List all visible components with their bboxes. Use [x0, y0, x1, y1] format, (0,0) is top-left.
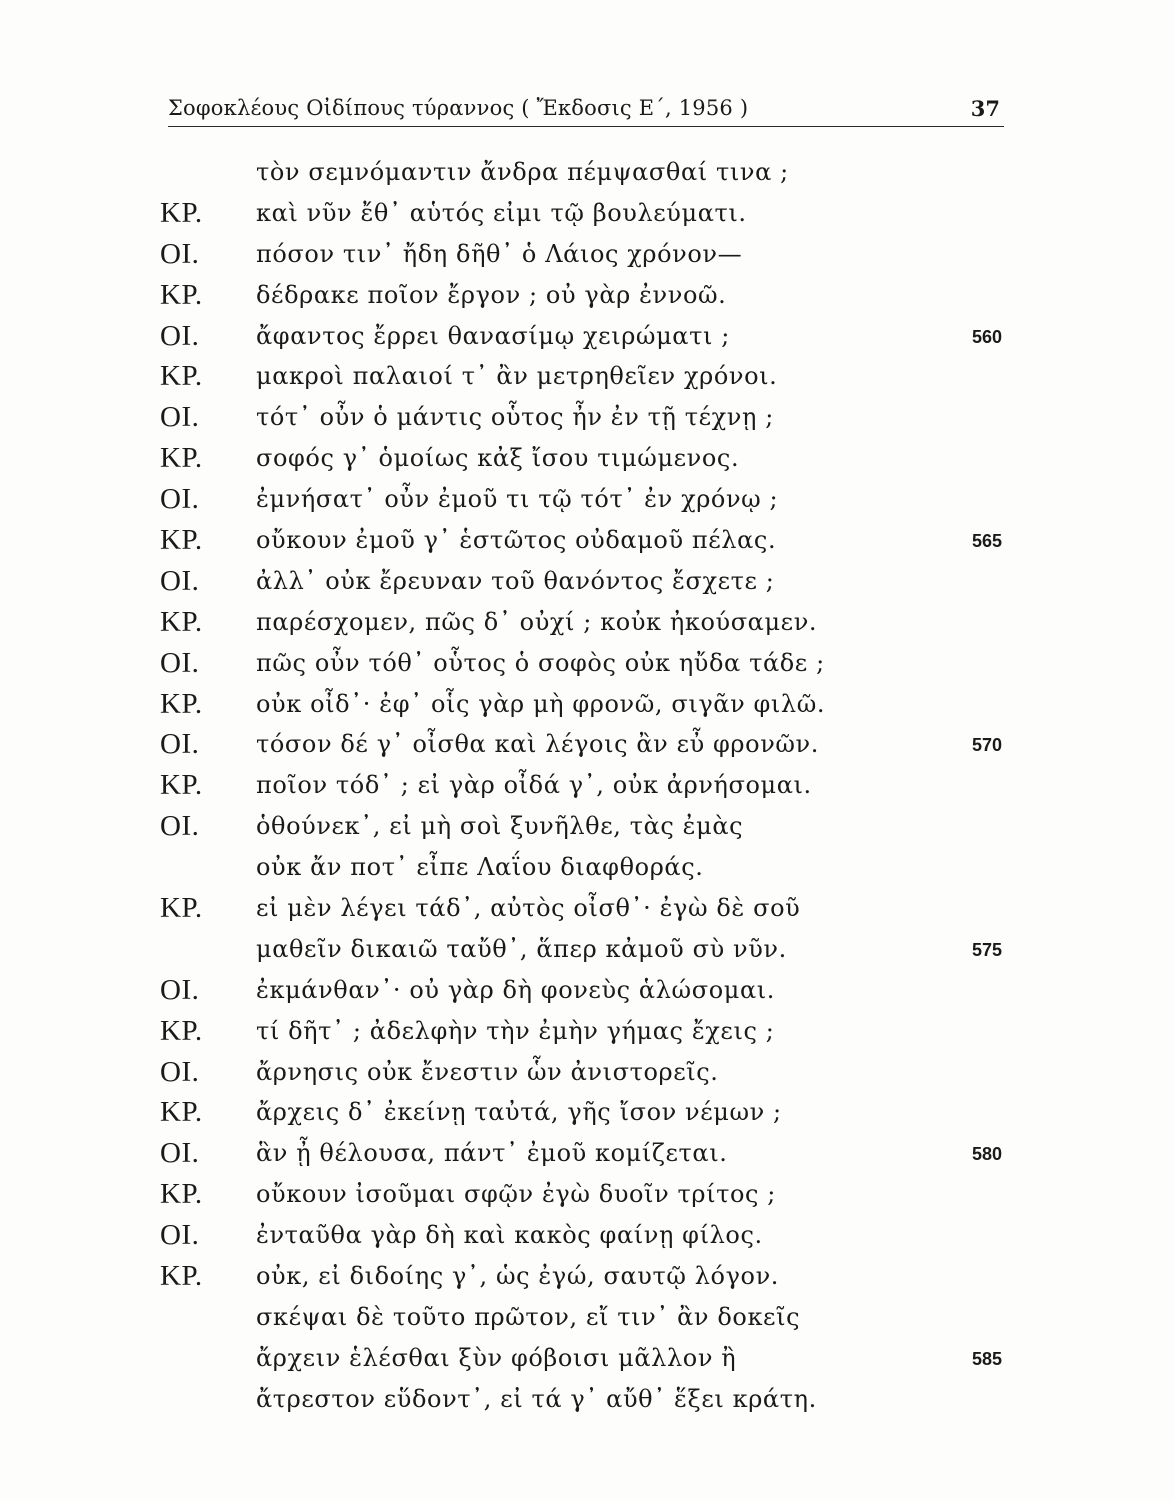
verse-line [160, 1297, 1010, 1338]
page-number: 37 [970, 96, 1000, 121]
line-number: 580 [971, 1144, 1002, 1165]
verse-line [160, 1379, 1010, 1420]
speaker-label: ΟΙ. [160, 810, 200, 843]
verse-line [160, 806, 1010, 847]
verse-text: ἄτρεστον εὕδοντ᾽, εἰ τά γ᾽ αὔθ᾽ ἕξει κράτη. [256, 1384, 817, 1413]
speaker-label: ΟΙ. [160, 564, 200, 597]
speaker-label: ΟΙ. [160, 973, 200, 1006]
verse-line [160, 1092, 1010, 1133]
verse-text: εἰ μὲν λέγει τάδ᾽, αὐτὸς οἶσθ᾽· ἐγὼ δὲ σοῦ [256, 894, 801, 923]
verse-line [160, 684, 1010, 725]
verse-text: ἄρνησις οὐκ ἔνεστιν ὧν ἀνιστορεῖς. [256, 1057, 719, 1086]
verse-line [160, 316, 1010, 357]
speaker-label: ΚΡ. [160, 769, 203, 802]
running-title: Σοφοκλέους Οἰδίπους τύραννος ( Ἔκδοσις Ε΄, 1956 ) [168, 96, 749, 120]
verse-text: δέδρακε ποῖον ἔργον ; οὐ γὰρ ἐννοῶ. [256, 280, 727, 309]
verse-text: τόσον δέ γ᾽ οἶσθα καὶ λέγοις ἂν εὖ φρονῶν. [256, 730, 819, 759]
verse-line [160, 1215, 1010, 1256]
verse-text: ἀλλ᾽ οὐκ ἔρευναν τοῦ θανόντος ἔσχετε ; [256, 566, 775, 595]
speaker-label: ΟΙ. [160, 646, 200, 679]
verse-line [160, 929, 1010, 970]
verse-text: ὁθούνεκ᾽, εἰ μὴ σοὶ ξυνῆλθε, τὰς ἐμὰς [256, 812, 744, 841]
verse-text: καὶ νῦν ἔθ᾽ αὑτός εἰμι τῷ βουλεύματι. [256, 198, 747, 227]
verse-line [160, 1338, 1010, 1379]
verse-text: ἐκμάνθαν᾽· οὐ γὰρ δὴ φονεὺς ἁλώσομαι. [256, 975, 775, 1004]
verse-text: πῶς οὖν τόθ᾽ οὗτος ὁ σοφὸς οὐκ ηὔδα τάδε ; [256, 648, 825, 677]
speaker-label: ΟΙ. [160, 237, 200, 270]
verse-block [160, 152, 1010, 1420]
verse-text: μακροὶ παλαιοί τ᾽ ἂν μετρηθεῖεν χρόνοι. [256, 362, 778, 391]
speaker-label: ΟΙ. [160, 1137, 200, 1170]
verse-text: τὸν σεμνόμαντιν ἄνδρα πέμψασθαί τινα ; [256, 158, 789, 186]
verse-line [160, 479, 1010, 520]
speaker-label: ΚΡ. [160, 278, 203, 311]
speaker-label: ΟΙ. [160, 1055, 200, 1088]
line-number: 575 [971, 939, 1002, 960]
verse-text: οὐκ, εἰ διδοίης γ᾽, ὡς ἐγώ, σαυτῷ λόγον. [256, 1262, 780, 1291]
speaker-label: ΚΡ. [160, 360, 203, 393]
verse-text: σκέψαι δὲ τοῦτο πρῶτον, εἴ τιν᾽ ἂν δοκεῖς [256, 1302, 801, 1331]
verse-line [160, 1256, 1010, 1297]
verse-line [160, 765, 1010, 806]
verse-text: οὔκουν ἐμοῦ γ᾽ ἑστῶτος οὐδαμοῦ πέλας. [256, 526, 777, 555]
verse-line [160, 356, 1010, 397]
verse-line [160, 234, 1010, 275]
line-number: 565 [971, 531, 1002, 552]
verse-line [160, 520, 1010, 561]
verse-line [160, 438, 1010, 479]
verse-text: σοφός γ᾽ ὁμοίως κἀξ ἴσου τιμώμενος. [256, 444, 740, 473]
verse-text: ποῖον τόδ᾽ ; εἰ γὰρ οἶδά γ᾽, οὐκ ἀρνήσομαι. [256, 771, 812, 800]
verse-text: ἄρχειν ἑλέσθαι ξὺν φόβοισι μᾶλλον ἢ [256, 1343, 737, 1372]
speaker-label: ΚΡ. [160, 1096, 203, 1129]
verse-line [160, 1174, 1010, 1215]
verse-line [160, 152, 1010, 193]
line-number: 570 [971, 735, 1002, 756]
verse-line [160, 643, 1010, 684]
verse-text: τί δῆτ᾽ ; ἀδελφὴν τὴν ἐμὴν γήμας ἔχεις ; [256, 1016, 775, 1045]
verse-text: μαθεῖν δικαιῶ ταὔθ᾽, ἅπερ κἀμοῦ σὺ νῦν. [256, 934, 787, 963]
verse-text: οὐκ οἶδ᾽· ἐφ᾽ οἷς γὰρ μὴ φρονῶ, σιγᾶν φιλῶ. [256, 689, 826, 718]
speaker-label: ΚΡ. [160, 1014, 203, 1047]
verse-text: τότ᾽ οὖν ὁ μάντις οὗτος ἦν ἐν τῇ τέχνῃ ; [256, 403, 774, 432]
verse-line [160, 970, 1010, 1011]
verse-line [160, 847, 1010, 888]
verse-text: οὔκουν ἰσοῦμαι σφῷν ἐγὼ δυοῖν τρίτος ; [256, 1180, 776, 1209]
verse-line [160, 724, 1010, 765]
verse-text: πόσον τιν᾽ ἤδη δῆθ᾽ ὁ Λάιος χρόνον— [256, 239, 743, 268]
verse-line [160, 602, 1010, 643]
speaker-label: ΟΙ. [160, 728, 200, 761]
speaker-label: ΚΡ. [160, 605, 203, 638]
line-number: 585 [971, 1348, 1002, 1369]
speaker-label: ΟΙ. [160, 401, 200, 434]
running-header [168, 92, 1004, 127]
speaker-label: ΚΡ. [160, 687, 203, 720]
speaker-label: ΚΡ. [160, 442, 203, 475]
speaker-label: ΟΙ. [160, 1219, 200, 1252]
verse-line [160, 275, 1010, 316]
verse-text: ἄρχεις δ᾽ ἐκείνῃ ταὐτά, γῆς ἴσον νέμων ; [256, 1098, 782, 1127]
line-number: 560 [971, 326, 1002, 347]
verse-text: ἄφαντος ἔρρει θανασίμῳ χειρώματι ; [256, 321, 730, 350]
speaker-label: ΚΡ. [160, 1260, 203, 1293]
verse-line [160, 397, 1010, 438]
verse-text: παρέσχομεν, πῶς δ᾽ οὐχί ; κοὐκ ἠκούσαμεν. [256, 607, 818, 636]
verse-text: ἐνταῦθα γὰρ δὴ καὶ κακὸς φαίνῃ φίλος. [256, 1221, 763, 1250]
verse-line [160, 193, 1010, 234]
verse-line [160, 1133, 1010, 1174]
speaker-label: ΚΡ. [160, 1178, 203, 1211]
verse-text: ἐμνήσατ᾽ οὖν ἐμοῦ τι τῷ τότ᾽ ἐν χρόνῳ ; [256, 485, 779, 514]
verse-line [160, 561, 1010, 602]
speaker-label: ΚΡ. [160, 892, 203, 925]
speaker-label: ΚΡ. [160, 524, 203, 557]
verse-text: ἃν ᾖ θέλουσα, πάντ᾽ ἐμοῦ κομίζεται. [256, 1139, 728, 1168]
verse-line [160, 1011, 1010, 1052]
speaker-label: ΟΙ. [160, 483, 200, 516]
verse-line [160, 888, 1010, 929]
verse-line [160, 1052, 1010, 1093]
speaker-label: ΟΙ. [160, 319, 200, 352]
verse-text: οὐκ ἄν ποτ᾽ εἶπε Λαΐου διαφθοράς. [256, 853, 704, 882]
speaker-label: ΚΡ. [160, 196, 203, 229]
